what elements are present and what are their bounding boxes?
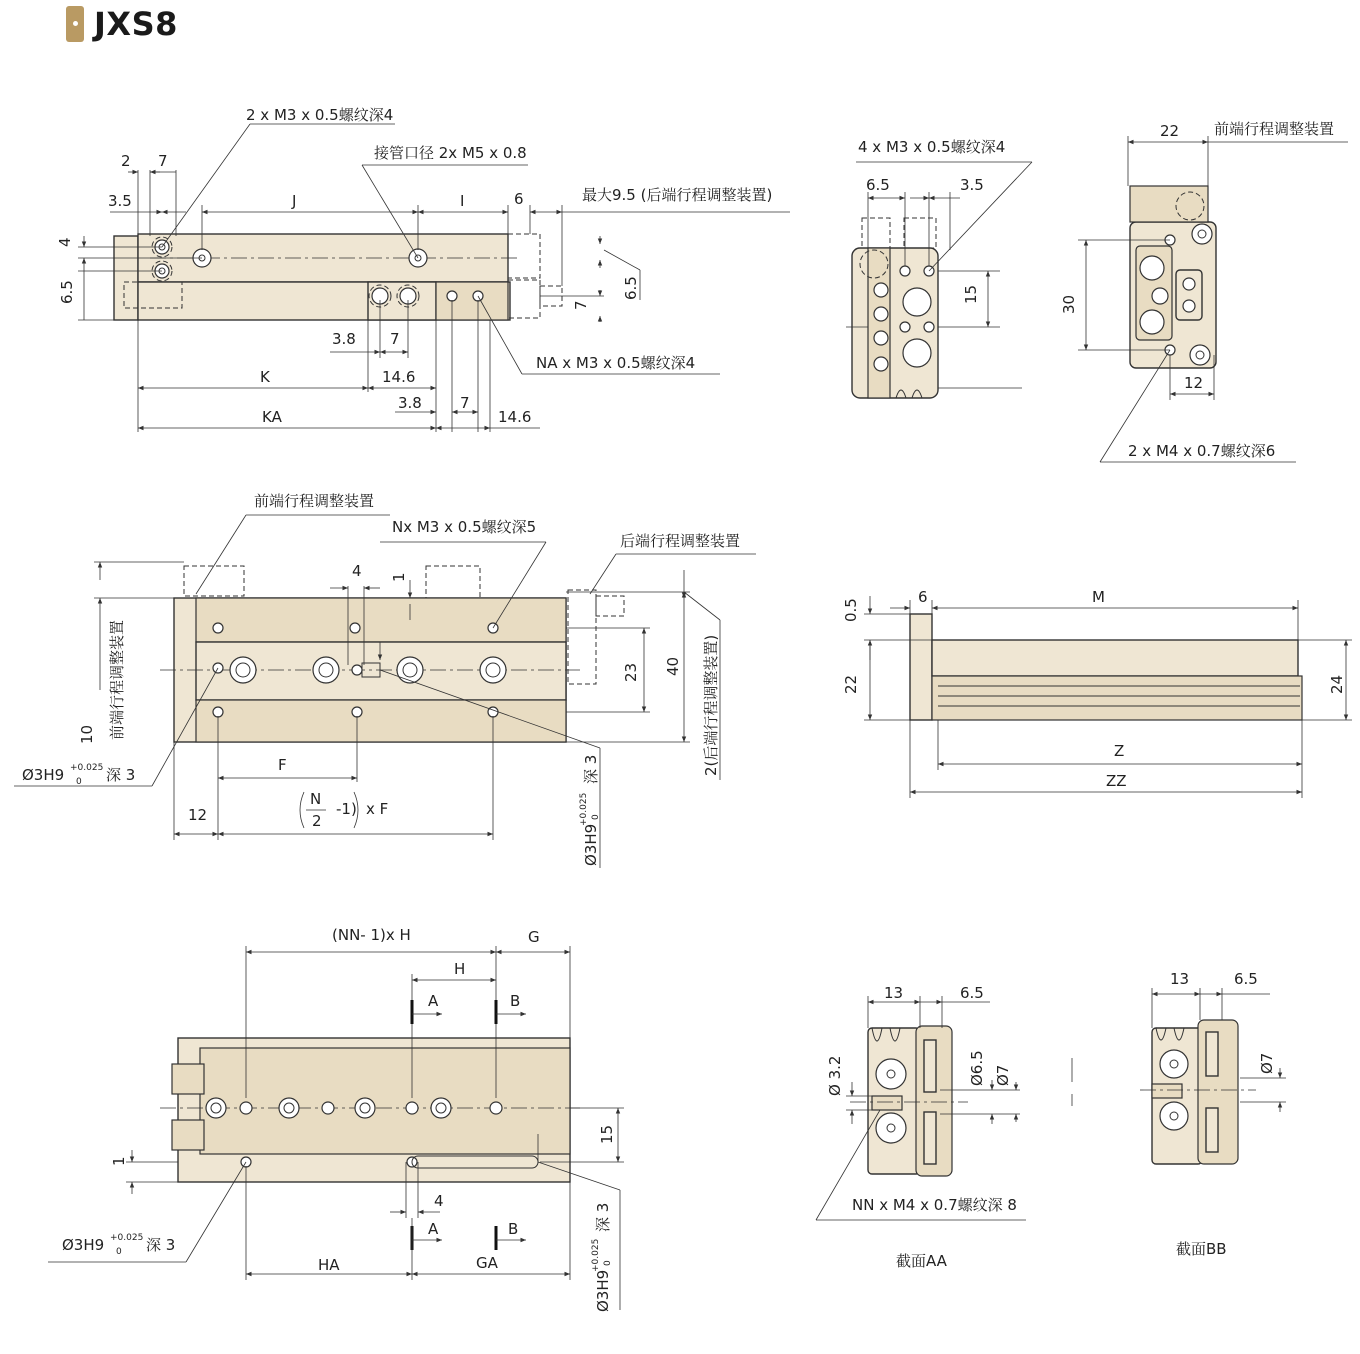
v4-depth-b: 深 3	[582, 754, 600, 784]
section-BB	[1140, 988, 1286, 1164]
v6-cut-B-top: B	[510, 992, 521, 1010]
v4-two: 2	[312, 812, 322, 830]
v7-dim-phi-7: Ø7	[994, 1064, 1012, 1086]
v4-N: N	[310, 790, 322, 808]
v3-thread-label: 2 x M4 x 0.7螺纹深6	[1128, 442, 1276, 460]
v6-dim-1: 1	[110, 1156, 128, 1166]
v2-thread-label: 4 x M3 x 0.5螺纹深4	[858, 138, 1006, 156]
v1-dim-6-5r: 6.5	[622, 276, 640, 300]
page-title: JXS8	[94, 5, 178, 43]
v4-dim-1: 1	[390, 572, 408, 582]
v6-dim-GA: GA	[476, 1254, 498, 1272]
v6-tol-lo: 0	[116, 1247, 122, 1257]
v1-dim-14-6b: 14.6	[498, 408, 532, 426]
view-end-front	[846, 162, 1032, 398]
v6-tol-b-lo: 0	[603, 1260, 613, 1266]
v1-dim-3-8a: 3.8	[332, 330, 356, 348]
v6-cut-A-bottom: A	[428, 1220, 439, 1238]
v4-dim-40: 40	[664, 656, 682, 676]
view-side-top	[78, 124, 790, 432]
v1-max-label: 最大9.5 (后端行程调整装置)	[582, 186, 773, 204]
v5-dim-22: 22	[842, 674, 860, 694]
v5-dim-Z: Z	[1114, 742, 1125, 760]
v1-dim-KA: KA	[262, 408, 282, 426]
v1-dim-3-5: 3.5	[108, 192, 132, 210]
v4-dim-12: 12	[188, 806, 208, 824]
v4-rear-adj-label: 后端行程调整装置	[620, 532, 741, 550]
v1-dim-K: K	[260, 368, 270, 386]
v8-dim-phi-7: Ø7	[1258, 1052, 1276, 1074]
v6-dim-H: H	[454, 960, 466, 978]
v2-dim-6-5: 6.5	[866, 176, 890, 194]
v6-dim-HA: HA	[318, 1256, 340, 1274]
v1-dim-3-8b: 3.8	[398, 394, 422, 412]
v3-dim-22: 22	[1160, 122, 1180, 140]
v4-xF: x F	[366, 800, 389, 818]
v7-dim-6-5: 6.5	[960, 984, 984, 1002]
v1-dim-J: J	[292, 192, 297, 210]
view-side-right	[864, 596, 1352, 798]
v3-front-adj-label: 前端行程调整装置	[1214, 120, 1335, 138]
v4-tol-lo: 0	[76, 777, 82, 787]
v1-dim-I: I	[460, 192, 465, 210]
v6-dim-NN: (NN- 1)x H	[332, 926, 411, 944]
v1-na-label: NA x M3 x 0.5螺纹深4	[536, 354, 696, 372]
v7-dim-13: 13	[884, 984, 904, 1002]
v6-phi-a: Ø3H9	[62, 1236, 105, 1254]
v6-depth-b: 深 3	[594, 1202, 612, 1232]
v4-dim-10: 10	[78, 724, 96, 744]
v6-dim-15: 15	[598, 1124, 616, 1144]
v5-dim-6: 6	[918, 588, 928, 606]
v1-thread-front-label: 2 x M3 x 0.5螺纹深4	[246, 106, 394, 124]
v6-cut-A-top: A	[428, 992, 439, 1010]
v1-port-label: 接管口径 2x M5 x 0.8	[374, 144, 527, 162]
v8-dim-13: 13	[1170, 970, 1190, 988]
section-AA	[816, 996, 1072, 1220]
v1-dim-7b: 7	[390, 330, 400, 348]
v3-dim-30: 30	[1060, 294, 1078, 314]
v4-tol-b-up: +0.025	[579, 792, 589, 826]
v8-dim-6-5: 6.5	[1234, 970, 1258, 988]
v4-phi-a: Ø3H9	[22, 766, 65, 784]
v1-dim-6: 6	[514, 190, 524, 208]
v1-dim-14-6a: 14.6	[382, 368, 416, 386]
v7-dim-phi-3-2: Ø 3.2	[826, 1055, 844, 1096]
v5-dim-0-5: 0.5	[842, 598, 860, 622]
v4-tol-b-lo: 0	[591, 814, 601, 820]
v1-dim-4: 4	[56, 237, 74, 247]
v4-phi-b: Ø3H9	[582, 823, 600, 866]
view-end-rear	[1078, 136, 1348, 462]
v1-dim-6-5: 6.5	[58, 280, 76, 304]
v7-thread-label: NN x M4 x 0.7螺纹深 8	[852, 1196, 1017, 1214]
v4-vertical-front-adj: 前端行程调整装置	[108, 619, 126, 740]
v6-tol-up: +0.025	[110, 1233, 144, 1243]
v1-dim-7r: 7	[572, 300, 590, 310]
v4-vertical-rear-adj: 2(后端行程调整装置)	[702, 634, 720, 776]
v5-dim-M: M	[1092, 588, 1105, 606]
v6-depth-a: 深 3	[146, 1236, 176, 1254]
v1-dim-7c: 7	[460, 394, 470, 412]
v7-dim-phi-6-5: Ø6.5	[968, 1050, 986, 1086]
v5-dim-ZZ: ZZ	[1106, 772, 1127, 790]
v4-front-adj-label: 前端行程调整装置	[254, 492, 375, 510]
v4-nx-thread-label: Nx M3 x 0.5螺纹深5	[392, 518, 537, 536]
v6-tol-b-up: +0.025	[591, 1238, 601, 1272]
v1-dim-7a: 7	[158, 152, 168, 170]
v4-dim-23: 23	[622, 662, 640, 682]
v4-dim-F: F	[278, 756, 287, 774]
v3-dim-12: 12	[1184, 374, 1204, 392]
v5-dim-24: 24	[1328, 674, 1346, 694]
v6-dim-G: G	[528, 928, 540, 946]
v4-tol-up: +0.025	[70, 763, 104, 773]
v1-dim-2: 2	[121, 152, 131, 170]
v6-dim-4: 4	[434, 1192, 444, 1210]
v7-caption: 截面AA	[896, 1252, 947, 1270]
v4-dim-4: 4	[352, 562, 362, 580]
v6-cut-B-bottom: B	[508, 1220, 519, 1238]
v2-dim-15: 15	[962, 284, 980, 304]
v4-depth-a: 深 3	[106, 766, 136, 784]
v4-minus-one: -1)	[336, 800, 357, 818]
v2-dim-3-5: 3.5	[960, 176, 984, 194]
v8-caption: 截面BB	[1176, 1240, 1227, 1258]
v6-phi-b: Ø3H9	[594, 1269, 612, 1312]
